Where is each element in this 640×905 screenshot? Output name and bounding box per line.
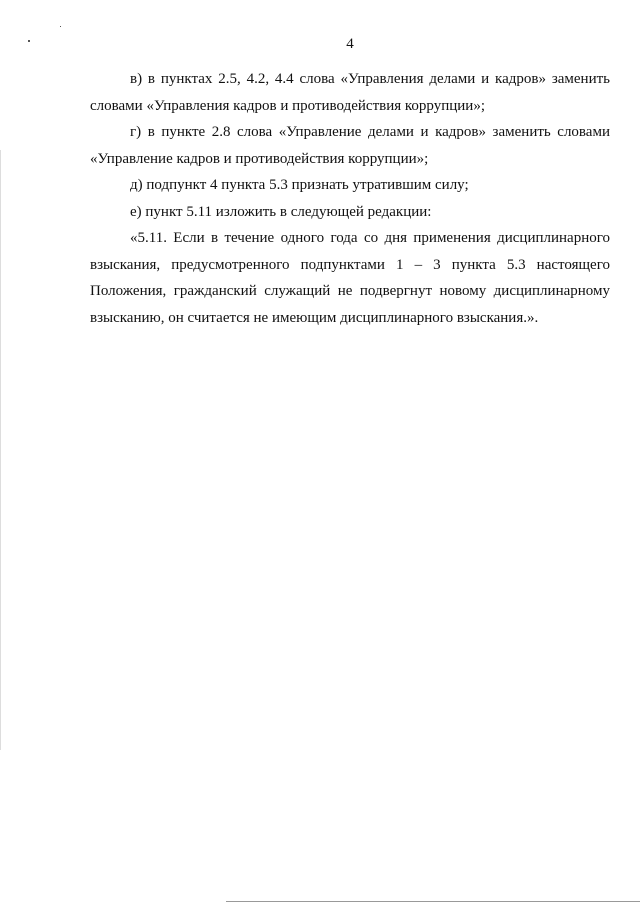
paragraph-e: е) пункт 5.11 изложить в следующей редакции:: [130, 203, 432, 220]
paragraph-quote: «5.11. Если в течение одного года со дня применения дисциплинарного взыскания, предусмотренного подпунктами 1 – 3 пункта 5.3 настоящего Положения, гражданский служащий не подвергнут новому дисциплинарному взысканию, он считается не имеющим дисциплинарного взыскания.».: [90, 230, 610, 326]
scan-edge: [0, 150, 1, 750]
paragraph-d: д) подпункт 4 пункта 5.3 признать утратившим силу;: [130, 177, 469, 193]
paragraph-v: в) в пунктах 2.5, 4.2, 4.4 слова «Управления делами и кадров» заменить словами «Управления кадров и противодействия коррупции»;: [90, 71, 610, 114]
document-body: [90, 66, 610, 331]
paragraph-g: г) в пункте 2.8 слова «Управление делами и кадров» заменить словами «Управление кадров и противодействия коррупции»;: [90, 124, 610, 167]
scan-speck: [60, 26, 61, 27]
page-number: 4: [346, 36, 354, 52]
scan-bottom-edge: [226, 901, 640, 902]
